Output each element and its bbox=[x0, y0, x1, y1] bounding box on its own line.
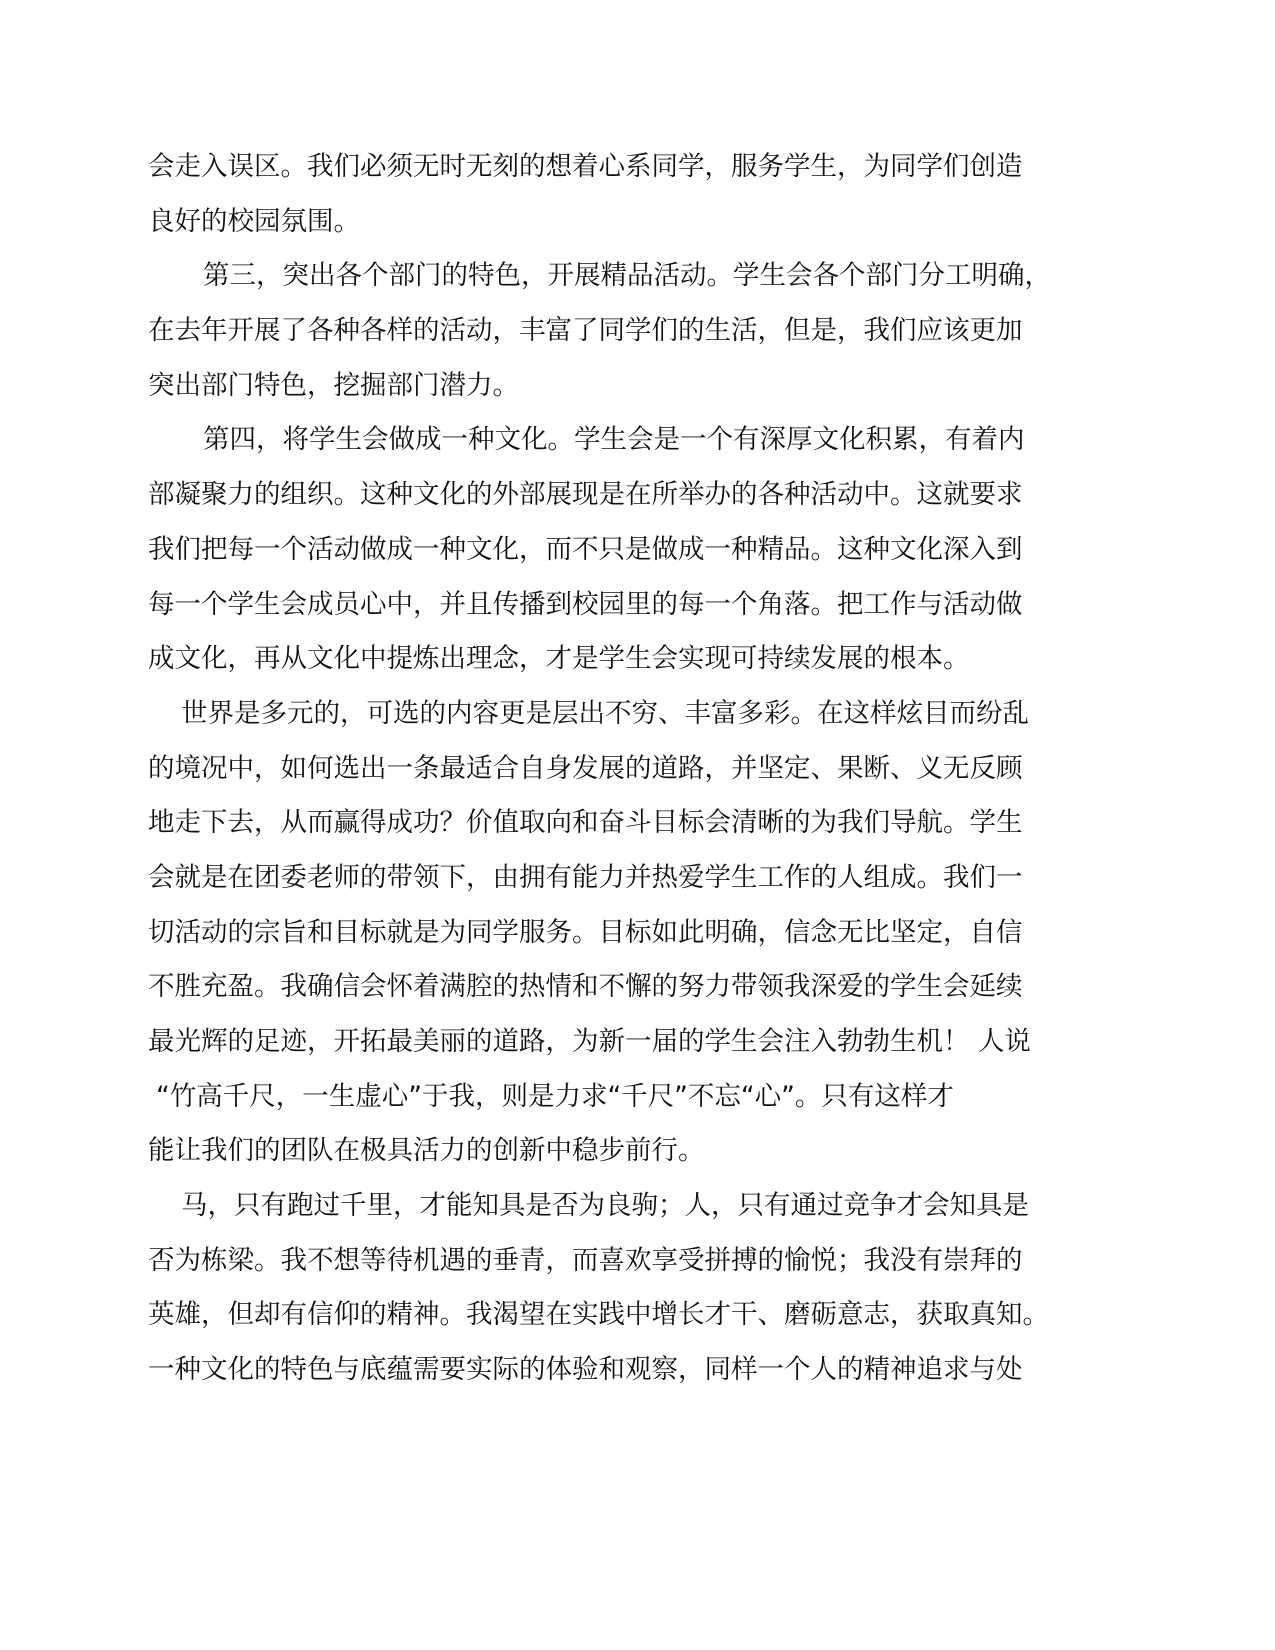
document-body bbox=[148, 140, 1138, 1398]
paragraph-first-line: 第四，将学生会做成一种文化。学生会是一个有深厚文化积累，有着内 bbox=[203, 424, 1025, 456]
text-line: 切活动的宗旨和目标就是为同学服务。目标如此明确，信念无比坚定，自信 bbox=[148, 916, 1023, 948]
paragraph-first-line: 世界是多元的，可选的内容更是层出不穷、丰富多彩。在这样炫目而纷乱 bbox=[181, 697, 1029, 729]
text-line: 不胜充盈。我确信会怀着满腔的热情和不懈的努力带领我深爱的学生会延续 bbox=[148, 971, 1023, 1003]
text-line: 一种文化的特色与底蕴需要实际的体验和观察，同样一个人的精神追求与处 bbox=[148, 1354, 1023, 1386]
text-line: 每一个学生会成员心中，并且传播到校园里的每一个角落。把工作与活动做 bbox=[148, 588, 1023, 620]
text-line: 会走入误区。我们必须无时无刻的想着心系同学，服务学生，为同学们创造 bbox=[148, 151, 1023, 182]
paragraph-first-line: 马，只有跑过千里，才能知具是否为良驹；人，只有通过竞争才会知具是 bbox=[181, 1190, 1029, 1222]
text-line: 在去年开展了各种各样的活动，丰富了同学们的生活，但是，我们应该更加 bbox=[148, 315, 1023, 347]
text-line: 突出部门特色，挖掘部门潜力。 bbox=[148, 369, 519, 401]
text-line: 部凝聚力的组织。这种文化的外部展现是在所举办的各种活动中。这就要求 bbox=[148, 479, 1023, 511]
text-line: “竹高千尺，一生虚心”于我，则是力求“千尺”不忘“心”。只有这样才 bbox=[156, 1080, 954, 1112]
text-line: 良好的校园氛围。 bbox=[148, 205, 360, 237]
text-line: 地走下去，从而赢得成功？价值取向和奋斗目标会清晰的为我们导航。学生 bbox=[148, 807, 1023, 839]
text-line: 否为栋梁。我不想等待机遇的垂青，而喜欢享受拼搏的愉悦；我没有崇拜的 bbox=[148, 1244, 1023, 1276]
text-line: 能让我们的团队在极具活力的创新中稳步前行。 bbox=[148, 1135, 705, 1167]
text-line: 会就是在团委老师的带领下，由拥有能力并热爱学生工作的人组成。我们一 bbox=[148, 861, 1023, 893]
text-line: 英雄，但却有信仰的精神。我渴望在实践中增长才干、磨砺意志，获取真知。 bbox=[148, 1299, 1049, 1331]
text-line: 最光辉的足迹，开拓最美丽的道路，为新一届的学生会注入勃勃生机！ 人说 bbox=[148, 1026, 1031, 1057]
paragraph-first-line: 第三，突出各个部门的特色，开展精品活动。学生会各个部门分工明确， bbox=[203, 260, 1051, 292]
text-line: 我们把每一个活动做成一种文化，而不只是做成一种精品。这种文化深入到 bbox=[148, 533, 1023, 565]
text-line: 成文化，再从文化中提炼出理念，才是学生会实现可持续发展的根本。 bbox=[148, 643, 970, 675]
text-line: 的境况中，如何选出一条最适合自身发展的道路，并坚定、果断、义无反顾 bbox=[148, 752, 1023, 784]
